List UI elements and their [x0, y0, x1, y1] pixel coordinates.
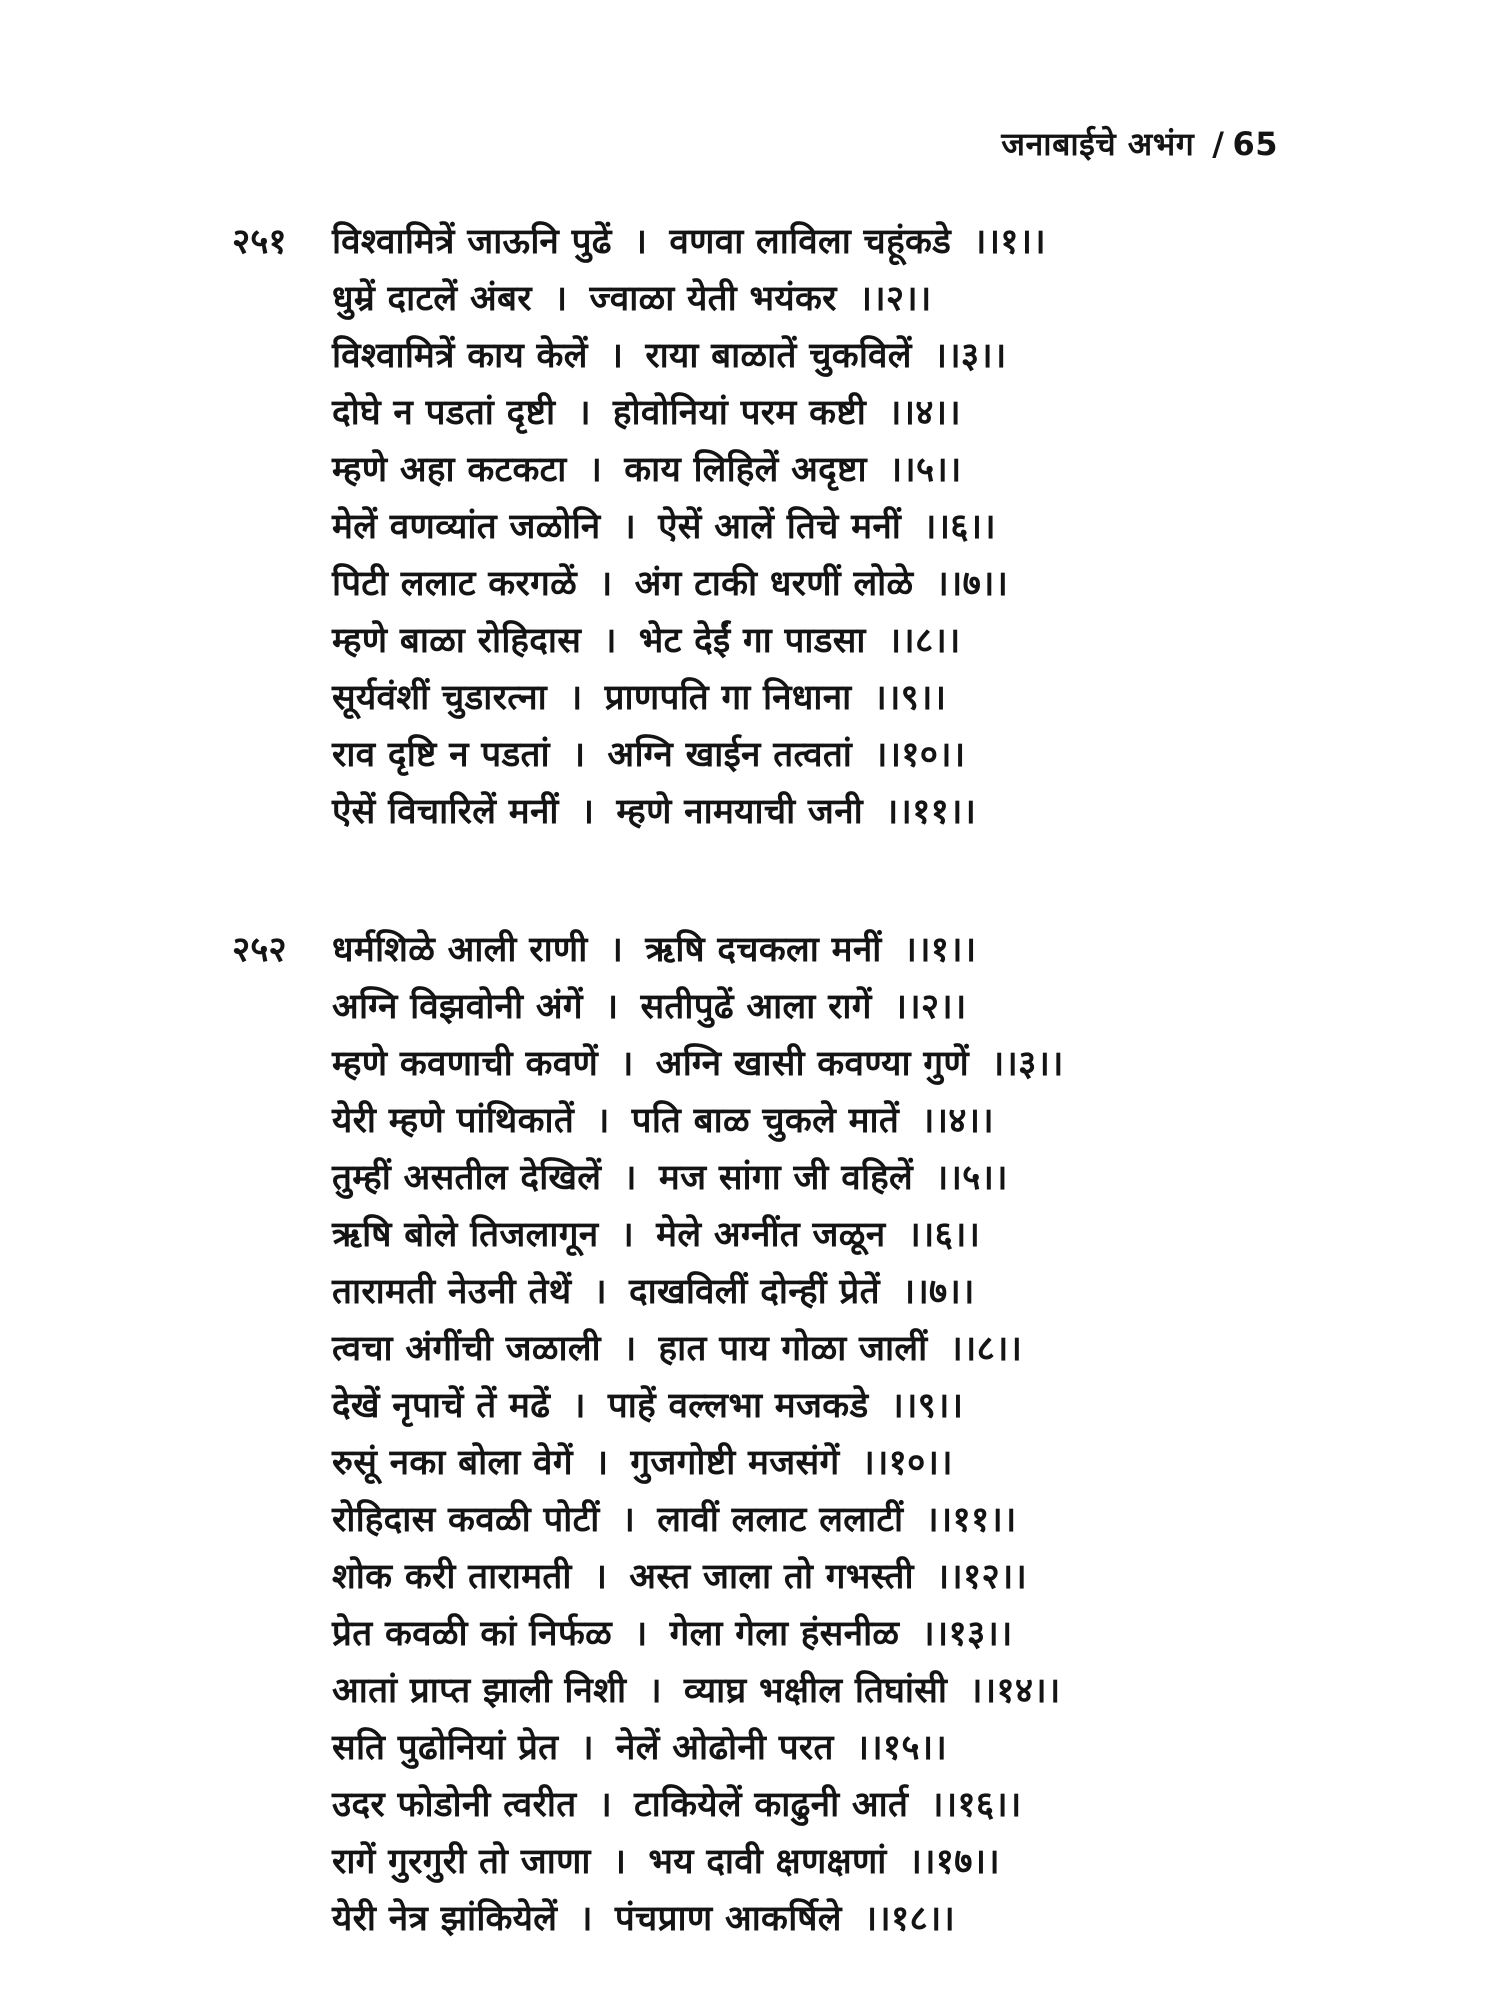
verse-second-half: हात पाय गोळा जालीं	[658, 1329, 928, 1369]
danda-separator: ।	[580, 1728, 594, 1768]
danda-separator: ।	[580, 792, 595, 832]
verse-number: ।।११।।	[884, 792, 977, 832]
verse-second-half: गुजगोष्टी मजसंगें	[630, 1443, 840, 1483]
verse-second-half: नेलें ओढोनी परत	[616, 1728, 834, 1768]
verse-line	[332, 442, 1046, 499]
danda-separator: ।	[596, 1101, 610, 1141]
verse-number: ।।३।।	[933, 336, 1007, 376]
danda-separator: ।	[603, 621, 617, 661]
verse-line	[332, 1264, 1064, 1321]
verse-number: ।।१६।।	[930, 1785, 1022, 1825]
verse-second-half: गेला गेला हंसनीळ	[669, 1614, 900, 1654]
verse-second-half: पंचप्राण आकर्षिले	[614, 1899, 842, 1939]
verse-first-half: तारामती नेउनी तेथें	[332, 1272, 572, 1312]
verse-second-half: व्याघ्र भक्षील तिघांसी	[683, 1671, 948, 1711]
verse-first-half: म्हणे अहा कटकटा	[332, 450, 567, 490]
danda-separator: ।	[621, 1500, 636, 1540]
verse-first-half: शोक करी तारामती	[332, 1557, 572, 1597]
verse-first-half: उदर फोडोनी त्वरीत	[332, 1785, 577, 1825]
verse-second-half: काय लिहिलें अदृष्टा	[624, 450, 867, 490]
verse-number: ।।९।।	[890, 1386, 964, 1426]
verse-second-half: अग्नि खाईन तत्वतां	[607, 735, 853, 775]
verse-number: ।।१८।।	[863, 1899, 956, 1939]
verse-first-half: येरी म्हणे पांथिकातें	[332, 1101, 575, 1141]
danda-separator: ।	[569, 678, 583, 718]
verse-first-half: ऋषि बोले तिजलागून	[332, 1215, 599, 1255]
danda-separator: ।	[634, 1614, 648, 1654]
verse-second-half: ऋषि दचकला मनीं	[645, 930, 882, 970]
verse-first-half: म्हणे बाळा रोहिदास	[332, 621, 582, 661]
verse-line	[332, 1435, 1064, 1492]
verse-number: ।।२।।	[893, 987, 967, 1027]
verse-second-half: टाकियेलें काढुनी आर्त	[634, 1785, 909, 1825]
verse-first-half: सूर्यवंशीं चुडारत्ना	[332, 678, 548, 718]
verse-first-half: प्रेत कवळी कां निर्फळ	[332, 1614, 613, 1654]
verse-second-half: राया बाळातें चुकविलें	[645, 336, 912, 376]
verse-first-half: येरी नेत्र झांकियेलें	[332, 1899, 558, 1939]
verse-line	[332, 979, 1064, 1036]
verse-line	[332, 1036, 1064, 1093]
verse-number: ।।४।।	[921, 1101, 994, 1141]
verse-line	[332, 1207, 1064, 1264]
danda-separator: ।	[622, 1329, 637, 1369]
verse-second-half: भय दावी क्षणक्षणां	[648, 1842, 887, 1882]
verse-line	[332, 784, 1046, 841]
verse-second-half: प्राणपति गा निधाना	[604, 678, 852, 718]
verse-line	[332, 556, 1046, 613]
verse-second-half: पाहें वल्लभा मजकडे	[607, 1386, 869, 1426]
verse-second-half: वणवा लाविला चहूंकडे	[669, 222, 952, 262]
verse-line	[332, 1834, 1064, 1891]
verse-line	[332, 613, 1046, 670]
verse-line	[332, 1378, 1064, 1435]
danda-separator: ।	[599, 564, 613, 604]
verse-number: ।।१३।।	[921, 1614, 1013, 1654]
verse-line	[332, 214, 1046, 271]
verse-line	[332, 1891, 1064, 1948]
verse-second-half: होवोनियां परम कष्टी	[612, 393, 867, 433]
verse-first-half: रोहिदास कवळी पोटीं	[332, 1500, 600, 1540]
verse-second-half: अग्नि खासी कवण्या गुणें	[655, 1044, 969, 1084]
danda-separator: ।	[604, 987, 619, 1027]
verse-line	[332, 1663, 1064, 1720]
verse-first-half: रागें गुरगुरी तो जाणा	[332, 1842, 591, 1882]
danda-separator: ।	[609, 930, 624, 970]
danda-separator: ।	[620, 1215, 635, 1255]
danda-separator: ।	[622, 507, 637, 547]
verse-first-half: त्वचा अंगींची जळाली	[332, 1329, 601, 1369]
verse-line	[332, 1777, 1064, 1834]
verse-first-half: अग्नि विझवोनी अंगें	[332, 987, 583, 1027]
verse-number: ।।१०।।	[861, 1443, 953, 1483]
danda-separator: ।	[553, 279, 568, 319]
verse-first-half: देखें नृपाचें तें मढें	[332, 1386, 551, 1426]
danda-separator: ।	[594, 1443, 609, 1483]
danda-separator: ।	[648, 1671, 662, 1711]
verse-line	[332, 670, 1046, 727]
verse-line	[332, 1720, 1064, 1777]
verse-line	[332, 727, 1046, 784]
danda-separator: ।	[593, 1272, 607, 1312]
verse-line	[332, 1093, 1064, 1150]
verse-list	[332, 922, 1064, 1948]
verse-second-half: अंग टाकी धरणीं लोळे	[634, 564, 914, 604]
danda-separator: ।	[598, 1785, 613, 1825]
verse-line	[332, 922, 1064, 979]
verse-number: ।।७।।	[901, 1272, 975, 1312]
verse-number: ।।९।।	[873, 678, 947, 718]
verse-line	[332, 1606, 1064, 1663]
danda-separator: ।	[633, 222, 648, 262]
danda-separator: ।	[579, 1899, 593, 1939]
running-header	[1001, 122, 1278, 165]
verse-second-half: ज्वाळा येती भयंकर	[589, 279, 837, 319]
danda-separator: ।	[572, 1386, 586, 1426]
danda-separator: ।	[609, 336, 624, 376]
header-separator: /	[1212, 125, 1225, 163]
verse-number: ।।४।।	[888, 393, 961, 433]
verse-number: ।।१२।।	[935, 1557, 1028, 1597]
verse-first-half: मेलें वणव्यांत जळोनि	[332, 507, 601, 547]
verse-number: ।।१।।	[973, 222, 1046, 262]
verse-line	[332, 328, 1046, 385]
verse-number: ।।६।।	[923, 507, 996, 547]
verse-second-half: सतीपुढें आला रागें	[640, 987, 872, 1027]
header-title: जनाबाईचे अभंग	[1001, 125, 1195, 163]
verse-first-half: राव दृष्टि न पडतां	[332, 735, 550, 775]
verse-number: ।।८।।	[949, 1329, 1023, 1369]
verse-second-half: मेले अग्नींत जळून	[656, 1215, 886, 1255]
verse-number: ।।२।।	[858, 279, 932, 319]
verse-second-half: दाखविलीं दोन्हीं प्रेतें	[629, 1272, 880, 1312]
abhang-number: २५२	[232, 930, 287, 970]
verse-number: ।।३।।	[990, 1044, 1064, 1084]
verse-first-half: सति पुढोनियां प्रेत	[332, 1728, 559, 1768]
verse-number: ।।१७।।	[908, 1842, 1000, 1882]
verse-first-half: आतां प्राप्त झाली निशी	[332, 1671, 627, 1711]
verse-second-half: अस्त जाला तो गभस्ती	[629, 1557, 914, 1597]
verse-line	[332, 1492, 1064, 1549]
verse-line	[332, 1150, 1064, 1207]
verse-number: ।।५।।	[935, 1158, 1008, 1198]
verse-number: ।।१०।।	[874, 735, 966, 775]
verse-second-half: भेट देईं गा पाडसा	[638, 621, 866, 661]
verse-line	[332, 385, 1046, 442]
danda-separator: ।	[612, 1842, 627, 1882]
verse-second-half: ऐसें आलें तिचे मनीं	[658, 507, 902, 547]
verse-first-half: विश्वामित्रें काय केलें	[332, 336, 588, 376]
verse-second-half: मज सांगा जी वहिलें	[658, 1158, 914, 1198]
verse-line	[332, 1549, 1064, 1606]
verse-second-half: म्हणे नामयाची जनी	[616, 792, 863, 832]
verse-first-half: म्हणे कवणाची कवणें	[332, 1044, 599, 1084]
verse-line	[332, 271, 1046, 328]
verse-list	[332, 214, 1046, 841]
danda-separator: ।	[623, 1158, 637, 1198]
verse-number: ।।५।।	[888, 450, 962, 490]
verse-first-half: धर्मशिळे आली राणी	[332, 930, 588, 970]
abhang-number: २५१	[232, 222, 287, 262]
verse-first-half: धुम्रें दाटलें अंबर	[332, 279, 532, 319]
verse-number: ।।१५।।	[855, 1728, 948, 1768]
verse-second-half: लावीं ललाट ललाटीं	[657, 1500, 904, 1540]
danda-separator: ।	[588, 450, 603, 490]
verse-number: ।।७।।	[935, 564, 1009, 604]
verse-number: ।।१४।।	[969, 1671, 1061, 1711]
danda-separator: ।	[620, 1044, 634, 1084]
verse-first-half: तुम्हीं असतील देखिलें	[332, 1158, 602, 1198]
verse-number: ।।११।।	[925, 1500, 1017, 1540]
verse-first-half: दोघे न पडतां दृष्टी	[332, 393, 556, 433]
verse-number: ।।१।।	[903, 930, 977, 970]
danda-separator: ।	[593, 1557, 608, 1597]
verse-line	[332, 499, 1046, 556]
danda-separator: ।	[577, 393, 591, 433]
verse-first-half: ऐसें विचारिलें मनीं	[332, 792, 559, 832]
verse-number: ।।६।।	[907, 1215, 981, 1255]
page-number: 65	[1232, 125, 1278, 163]
verse-first-half: रुसूं नका बोला वेगें	[332, 1443, 573, 1483]
verse-second-half: पति बाळ चुकले मातें	[631, 1101, 900, 1141]
verse-first-half: विश्वामित्रें जाऊनि पुढें	[332, 222, 612, 262]
verse-first-half: पिटी ललाट करगळें	[332, 564, 577, 604]
verse-number: ।।८।।	[887, 621, 961, 661]
verse-line	[332, 1321, 1064, 1378]
danda-separator: ।	[571, 735, 586, 775]
